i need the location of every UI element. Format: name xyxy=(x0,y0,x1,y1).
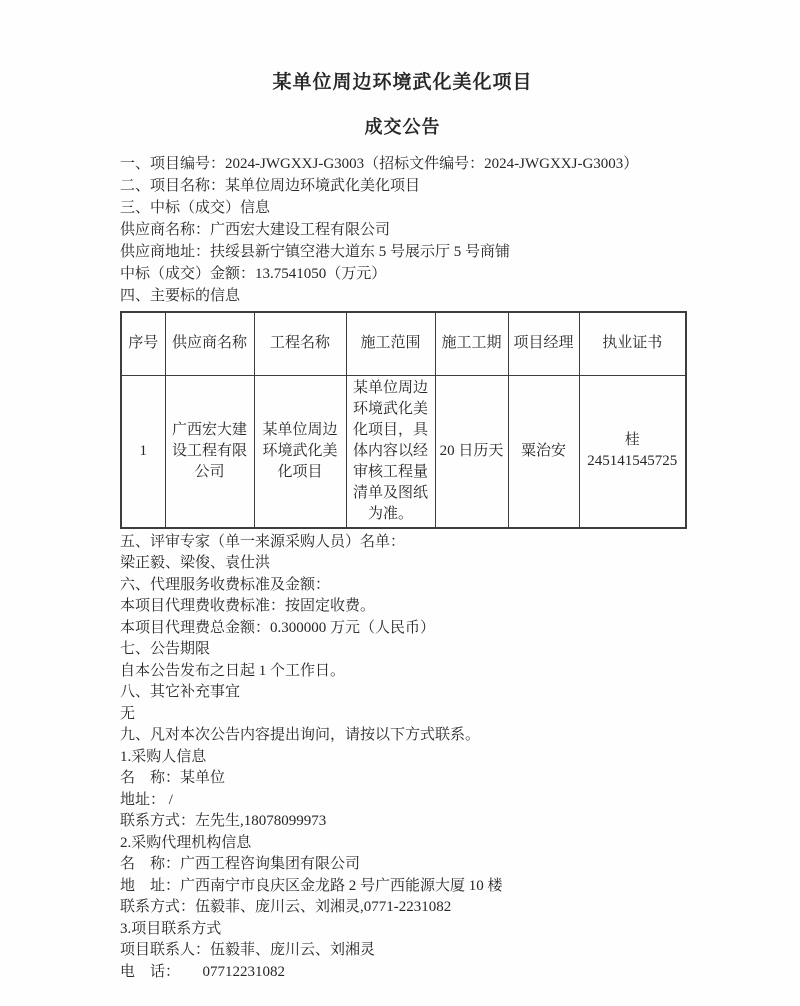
supplement-text: 无 xyxy=(120,705,136,722)
table-header-row xyxy=(121,312,686,375)
project-phone: 电 话： 07712231082 xyxy=(120,963,286,980)
award-info-heading: 三、中标（成交）信息 xyxy=(120,200,271,216)
project-contact-heading: 3.项目联系方式 xyxy=(120,920,222,937)
supplier-address-line: 供应商地址：扶绥县新宁镇空港大道东 5 号展示厅 5 号商铺 xyxy=(120,244,511,260)
document-subtitle: 成交公告 xyxy=(364,117,441,137)
agency-heading: 2.采购代理机构信息 xyxy=(120,834,252,851)
inquiry-heading: 九、凡对本次公告内容提出询问，请按以下方式联系。 xyxy=(120,727,481,743)
table-row xyxy=(121,375,686,528)
table-header-project: 工程名称 xyxy=(254,312,346,375)
cell-seq: 1 xyxy=(121,375,165,528)
project-number-line: 一、项目编号：2024-JWGXXJ-G3003（招标文件编号：2024-JWGXXJ-G3003） xyxy=(120,156,639,172)
table-header-manager: 项目经理 xyxy=(508,312,579,375)
project-name-line: 二、项目名称：某单位周边环境武化美化项目 xyxy=(120,178,421,194)
agency-fee-heading: 六、代理服务收费标准及金额： xyxy=(120,576,331,593)
agency-fee-standard: 本项目代理费收费标准：按固定收费。 xyxy=(120,598,376,614)
cell-license: 桂 245141545725 xyxy=(579,375,686,528)
main-subject-heading: 四、主要标的信息 xyxy=(120,288,241,304)
experts-heading: 五、评审专家（单一来源采购人员）名单： xyxy=(120,533,406,550)
cell-project: 某单位周边环境武化美化项目 xyxy=(254,375,346,528)
cell-duration: 20 日历天 xyxy=(435,375,508,528)
agency-fee-total: 本项目代理费总金额：0.300000 万元（人民币） xyxy=(120,619,436,636)
notice-period-heading: 七、公告期限 xyxy=(120,641,211,657)
table-header-license: 执业证书 xyxy=(579,312,686,375)
experts-names: 梁正毅、梁俊、袁仕洪 xyxy=(120,555,271,571)
table-header-duration: 施工工期 xyxy=(435,312,508,375)
award-amount-line: 中标（成交）金额：13.7541050（万元） xyxy=(120,266,387,282)
table-header-scope: 施工范围 xyxy=(346,312,435,375)
notice-period-text: 自本公告发布之日起 1 个工作日。 xyxy=(120,662,346,679)
table-header-supplier: 供应商名称 xyxy=(165,312,254,375)
purchaser-address: 地址： / xyxy=(120,791,173,808)
table-header-seq: 序号 xyxy=(121,312,165,375)
agency-contact: 联系方式：伍毅菲、庞川云、刘湘灵,0771-2231082 xyxy=(120,899,452,915)
main-subject-table xyxy=(120,311,687,529)
agency-address: 地 址：广西南宁市良庆区金龙路 2 号广西能源大厦 10 楼 xyxy=(120,877,503,894)
purchaser-heading: 1.采购人信息 xyxy=(120,748,207,765)
project-contact-person: 项目联系人：伍毅菲、庞川云、刘湘灵 xyxy=(120,942,376,958)
purchaser-name: 名 称：某单位 xyxy=(120,770,226,786)
supplier-name-line: 供应商名称：广西宏大建设工程有限公司 xyxy=(120,222,391,238)
supplement-heading: 八、其它补充事宜 xyxy=(120,684,241,700)
cell-scope: 某单位周边环境武化美化项目，具体内容以经审核工程量清单及图纸为准。 xyxy=(346,375,435,528)
cell-manager: 粟治安 xyxy=(508,375,579,528)
agency-name: 名 称：广西工程咨询集团有限公司 xyxy=(120,856,361,872)
purchaser-contact: 联系方式：左先生,18078099973 xyxy=(120,813,327,829)
cell-supplier: 广西宏大建设工程有限公司 xyxy=(165,375,254,528)
document-title: 某单位周边环境武化美化项目 xyxy=(272,72,533,93)
